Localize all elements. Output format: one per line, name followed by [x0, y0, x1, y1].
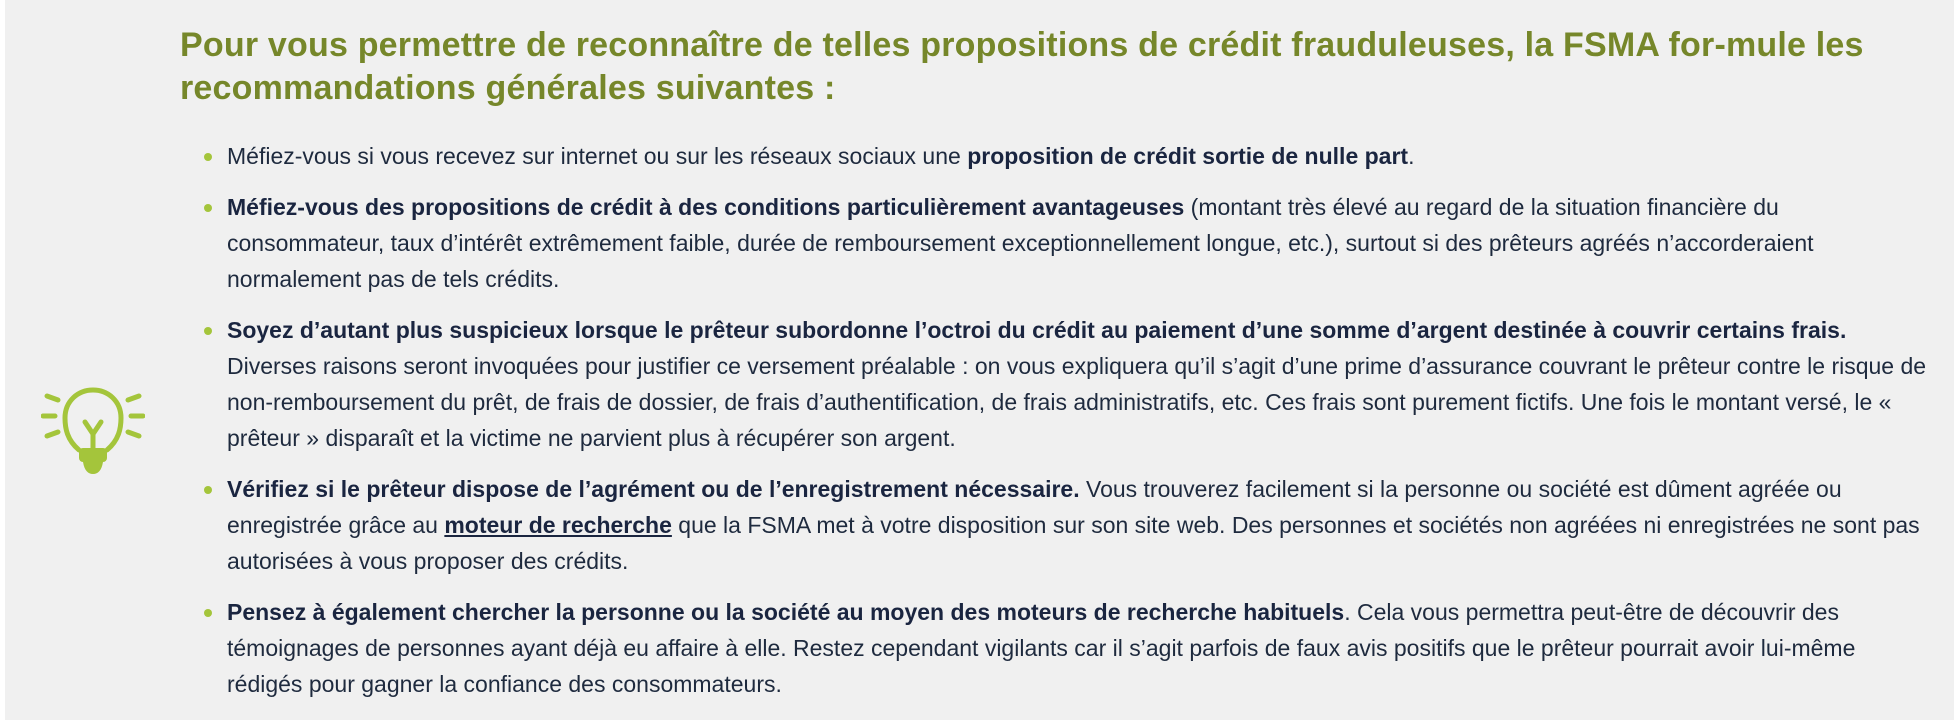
- recommendations-panel: [5, 0, 1954, 720]
- bullet-icon: [204, 204, 212, 212]
- lightbulb-icon: [41, 382, 145, 482]
- list-item: Méfiez-vous si vous recevez sur internet ou sur les réseaux sociaux une proposition de crédit sortie de nulle part.: [227, 138, 1927, 174]
- list-item: Méfiez-vous des propositions de crédit à des conditions particulièrement avantageuses (montant très élevé au regard de la situation financière du consommateur, taux d’intérêt extrêmement faible, durée de remboursement exceptionnellement longue, etc.), surtout si des prêteurs agréés n’accorderaient normalement pas de tels crédits.: [227, 189, 1927, 297]
- recommendation-list: [227, 138, 1927, 717]
- list-item: Soyez d’autant plus suspicieux lorsque le prêteur subordonne l’octroi du crédit au paiement d’une somme d’argent destinée à couvrir certains frais. Diverses raisons seront invoquées pour justifier ce versement préalable : on vous expliquera qu’il s’agit d’une prime d’assurance couvrant le prêteur contre le risque de non-remboursement du prêt, de frais de dossier, de frais d’authentification, de frais administratifs, etc. Ces frais sont purement fictifs. Une fois le montant versé, le « prêteur » disparaît et la victime ne parvient plus à récupérer son argent.: [227, 312, 1927, 456]
- list-item: Pensez à également chercher la personne ou la société au moyen des moteurs de recherche habituels. Cela vous permettra peut-être de découvrir des témoignages de personnes ayant déjà eu affaire à elle. Restez cependant vigilants car il s’agit parfois de faux avis positifs que le prêteur pourrait avoir lui-même rédigés pour gagner la confiance des consommateurs.: [227, 594, 1927, 702]
- bullet-icon: [204, 153, 212, 161]
- bullet-icon: [204, 327, 212, 335]
- bullet-icon: [204, 609, 212, 617]
- bullet-icon: [204, 486, 212, 494]
- list-item: Vérifiez si le prêteur dispose de l’agrément ou de l’enregistrement nécessaire. Vous trouverez facilement si la personne ou société est dûment agréée ou enregistrée grâce au moteur de recherche que la FSMA met à votre disposition sur son site web. Des personnes et sociétés non agréées ni enregistrées ne sont pas autorisées à vous proposer des crédits.: [227, 471, 1927, 579]
- search-engine-link[interactable]: moteur de recherche: [444, 512, 672, 538]
- page-title: Pour vous permettre de reconnaître de telles propositions de crédit frauduleuses, la FSMA for-mule les recommandations générales suivantes :: [180, 26, 1864, 107]
